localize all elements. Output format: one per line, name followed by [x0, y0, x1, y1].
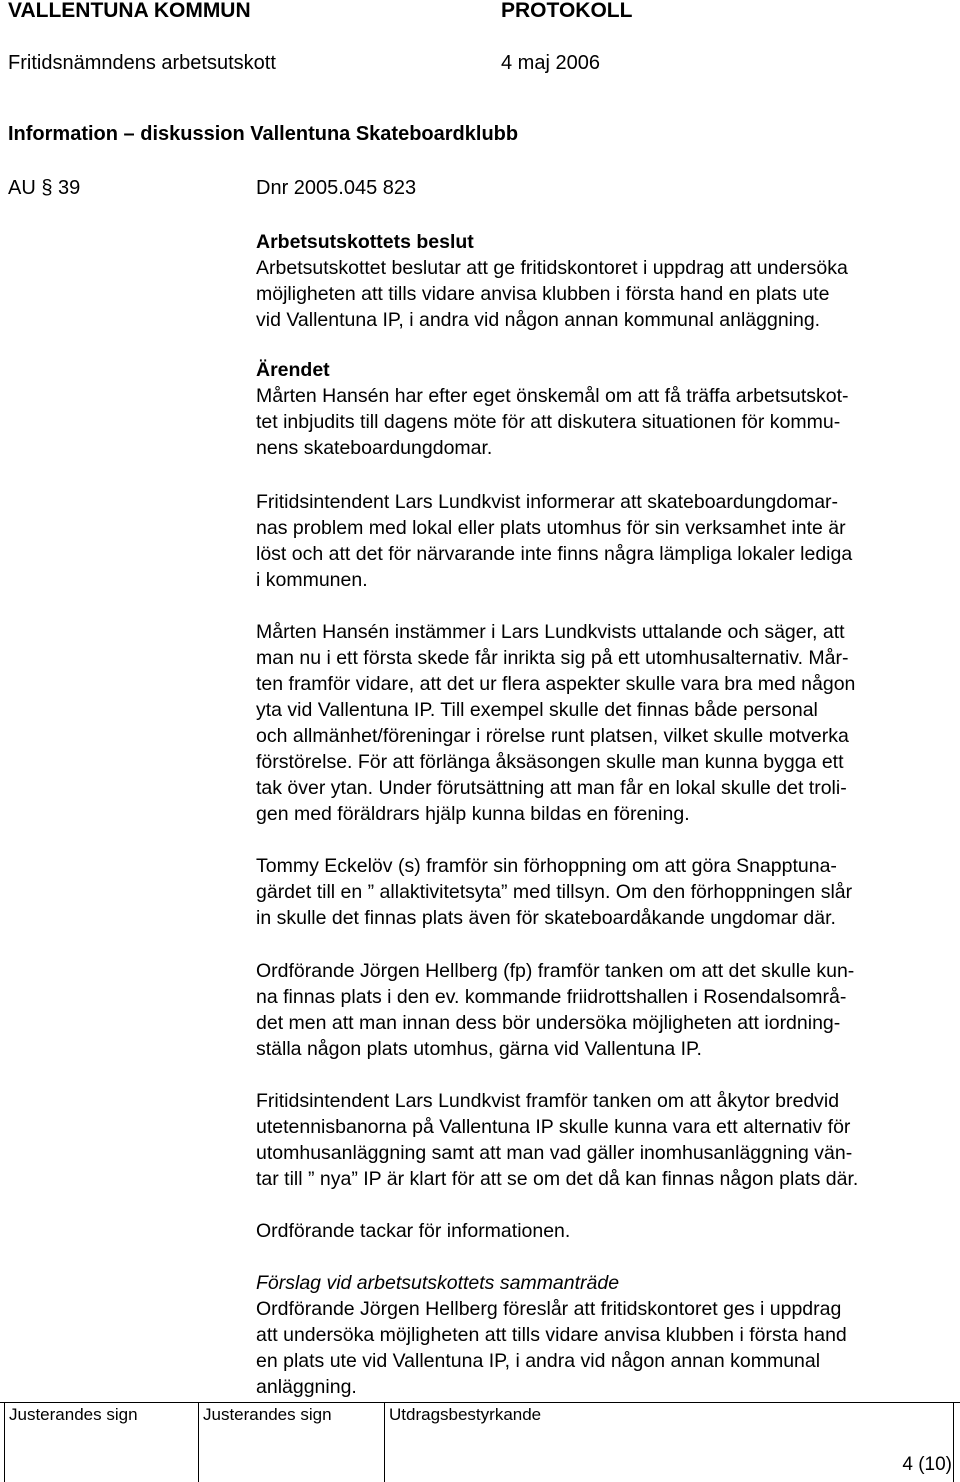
paragraph-line: utetennisbanorna på Vallentuna IP skulle kunna vara ett alternativ för: [256, 1116, 851, 1138]
utdragsbestyrkande: Utdragsbestyrkande: [389, 1405, 542, 1424]
proposal-line: en plats ute vid Vallentuna IP, i andra vid någon annan kommunal: [256, 1350, 821, 1372]
paragraph-line: gen med föräldrars hjälp kunna bildas en förening.: [256, 803, 690, 825]
item-title: Information – diskussion Vallentuna Skateboardklubb: [8, 123, 519, 145]
paragraph-lundkvist-info: [256, 489, 956, 593]
decision-line: Arbetsutskottet beslutar att ge fritidskontoret i uppdrag att undersöka: [256, 257, 848, 279]
paragraph-line: Ordförande tackar för informationen.: [256, 1220, 571, 1242]
matter-section: [256, 357, 956, 461]
document-type: PROTOKOLL: [501, 0, 633, 22]
matter-heading: Ärendet: [256, 359, 330, 381]
footer-column-border: [384, 1403, 385, 1482]
footer-column-border: [198, 1403, 199, 1482]
paragraph-thanks: [256, 1218, 956, 1244]
justerandes-sign-1: Justerandes sign: [9, 1405, 138, 1424]
paragraph-line: utomhusanläggning samt att man vad gäller inomhusanläggning vän-: [256, 1142, 853, 1164]
proposal-line: Ordförande Jörgen Hellberg föreslår att fritidskontoret ges i uppdrag: [256, 1298, 842, 1320]
footer-column-border: [4, 1403, 5, 1482]
justerandes-sign-2: Justerandes sign: [203, 1405, 332, 1424]
matter-line: nens skateboardungdomar.: [256, 437, 493, 459]
proposal-section: [256, 1270, 956, 1400]
municipality-name: VALLENTUNA KOMMUN: [8, 0, 251, 22]
paragraph-eckelov: [256, 853, 956, 931]
paragraph-line: ställa någon plats utomhus, gärna vid Vallentuna IP.: [256, 1038, 702, 1060]
matter-line: tet inbjudits till dagens möte för att diskutera situationen för kommu-: [256, 411, 841, 433]
decision-line: möjligheten att tills vidare anvisa klubben i första hand en plats ute: [256, 283, 830, 305]
proposal-heading: Förslag vid arbetsutskottets sammanträde: [256, 1272, 620, 1294]
committee-name: Fritidsnämndens arbetsutskott: [8, 52, 276, 74]
paragraph-line: tak över ytan. Under förutsättning att man får en lokal skulle det troli-: [256, 777, 847, 799]
paragraph-line: Fritidsintendent Lars Lundkvist framför tanken om att åkytor bredvid: [256, 1090, 840, 1112]
signature-footer: [0, 1402, 960, 1482]
paragraph-line: Tommy Eckelöv (s) framför sin förhoppning om att göra Snapptuna-: [256, 855, 837, 877]
paragraph-line: Ordförande Jörgen Hellberg (fp) framför tanken om att det skulle kun-: [256, 960, 855, 982]
paragraph-line: och allmänhet/föreningar i rörelse runt platsen, vilket skulle motverka: [256, 725, 849, 747]
paragraph-line: nas problem med lokal eller plats utomhus för sin verksamhet inte är: [256, 517, 846, 539]
paragraph-line: man nu i ett första skede får inrikta sig på ett utomhusalternativ. Mår-: [256, 647, 849, 669]
paragraph-line: yta vid Vallentuna IP. Till exempel skulle det finnas både personal: [256, 699, 818, 721]
footer-column-border: [953, 1403, 954, 1482]
proposal-line: anläggning.: [256, 1376, 357, 1398]
paragraph-line: gärdet till en ” allaktivitetsyta” med tillsyn. Om den förhoppningen slår: [256, 881, 853, 903]
paragraph-line: ten framför vidare, att det ur flera aspekter skulle vara bra med någon: [256, 673, 856, 695]
paragraph-line: in skulle det finnas plats även för skateboardåkande ungdomar där.: [256, 907, 836, 929]
paragraph-line: i kommunen.: [256, 569, 368, 591]
paragraph-number: AU § 39: [8, 177, 81, 199]
paragraph-line: Mårten Hansén instämmer i Lars Lundkvists uttalande och säger, att: [256, 621, 845, 643]
decision-section: [256, 229, 956, 333]
paragraph-line: na finnas plats i den ev. kommande friidrottshallen i Rosendalsområ-: [256, 986, 847, 1008]
proposal-line: att undersöka möjligheten att tills vidare anvisa klubben i första hand: [256, 1324, 847, 1346]
decision-line: vid Vallentuna IP, i andra vid någon annan kommunal anläggning.: [256, 309, 821, 331]
page-number: 4 (10): [902, 1454, 952, 1475]
matter-line: Mårten Hansén har efter eget önskemål om att få träffa arbetsutskot-: [256, 385, 849, 407]
meeting-date: 4 maj 2006: [501, 52, 600, 74]
paragraph-hansen: [256, 619, 956, 827]
footer-divider: [0, 1402, 960, 1403]
paragraph-line: Fritidsintendent Lars Lundkvist informerar att skateboardungdomar-: [256, 491, 839, 513]
paragraph-hellberg: [256, 958, 956, 1062]
paragraph-line: det men att man innan dess bör undersöka möjligheten att iordning-: [256, 1012, 841, 1034]
paragraph-line: förstörelse. För att förlänga åksäsongen skulle man kunna bygga ett: [256, 751, 844, 773]
decision-heading: Arbetsutskottets beslut: [256, 231, 474, 253]
diary-number: Dnr 2005.045 823: [256, 177, 417, 199]
paragraph-lundkvist-proposal: [256, 1088, 956, 1192]
paragraph-line: tar till ” nya” IP är klart för att se om det då kan finnas någon plats där.: [256, 1168, 859, 1190]
paragraph-line: löst och att det för närvarande inte finns några lämpliga lokaler lediga: [256, 543, 853, 565]
